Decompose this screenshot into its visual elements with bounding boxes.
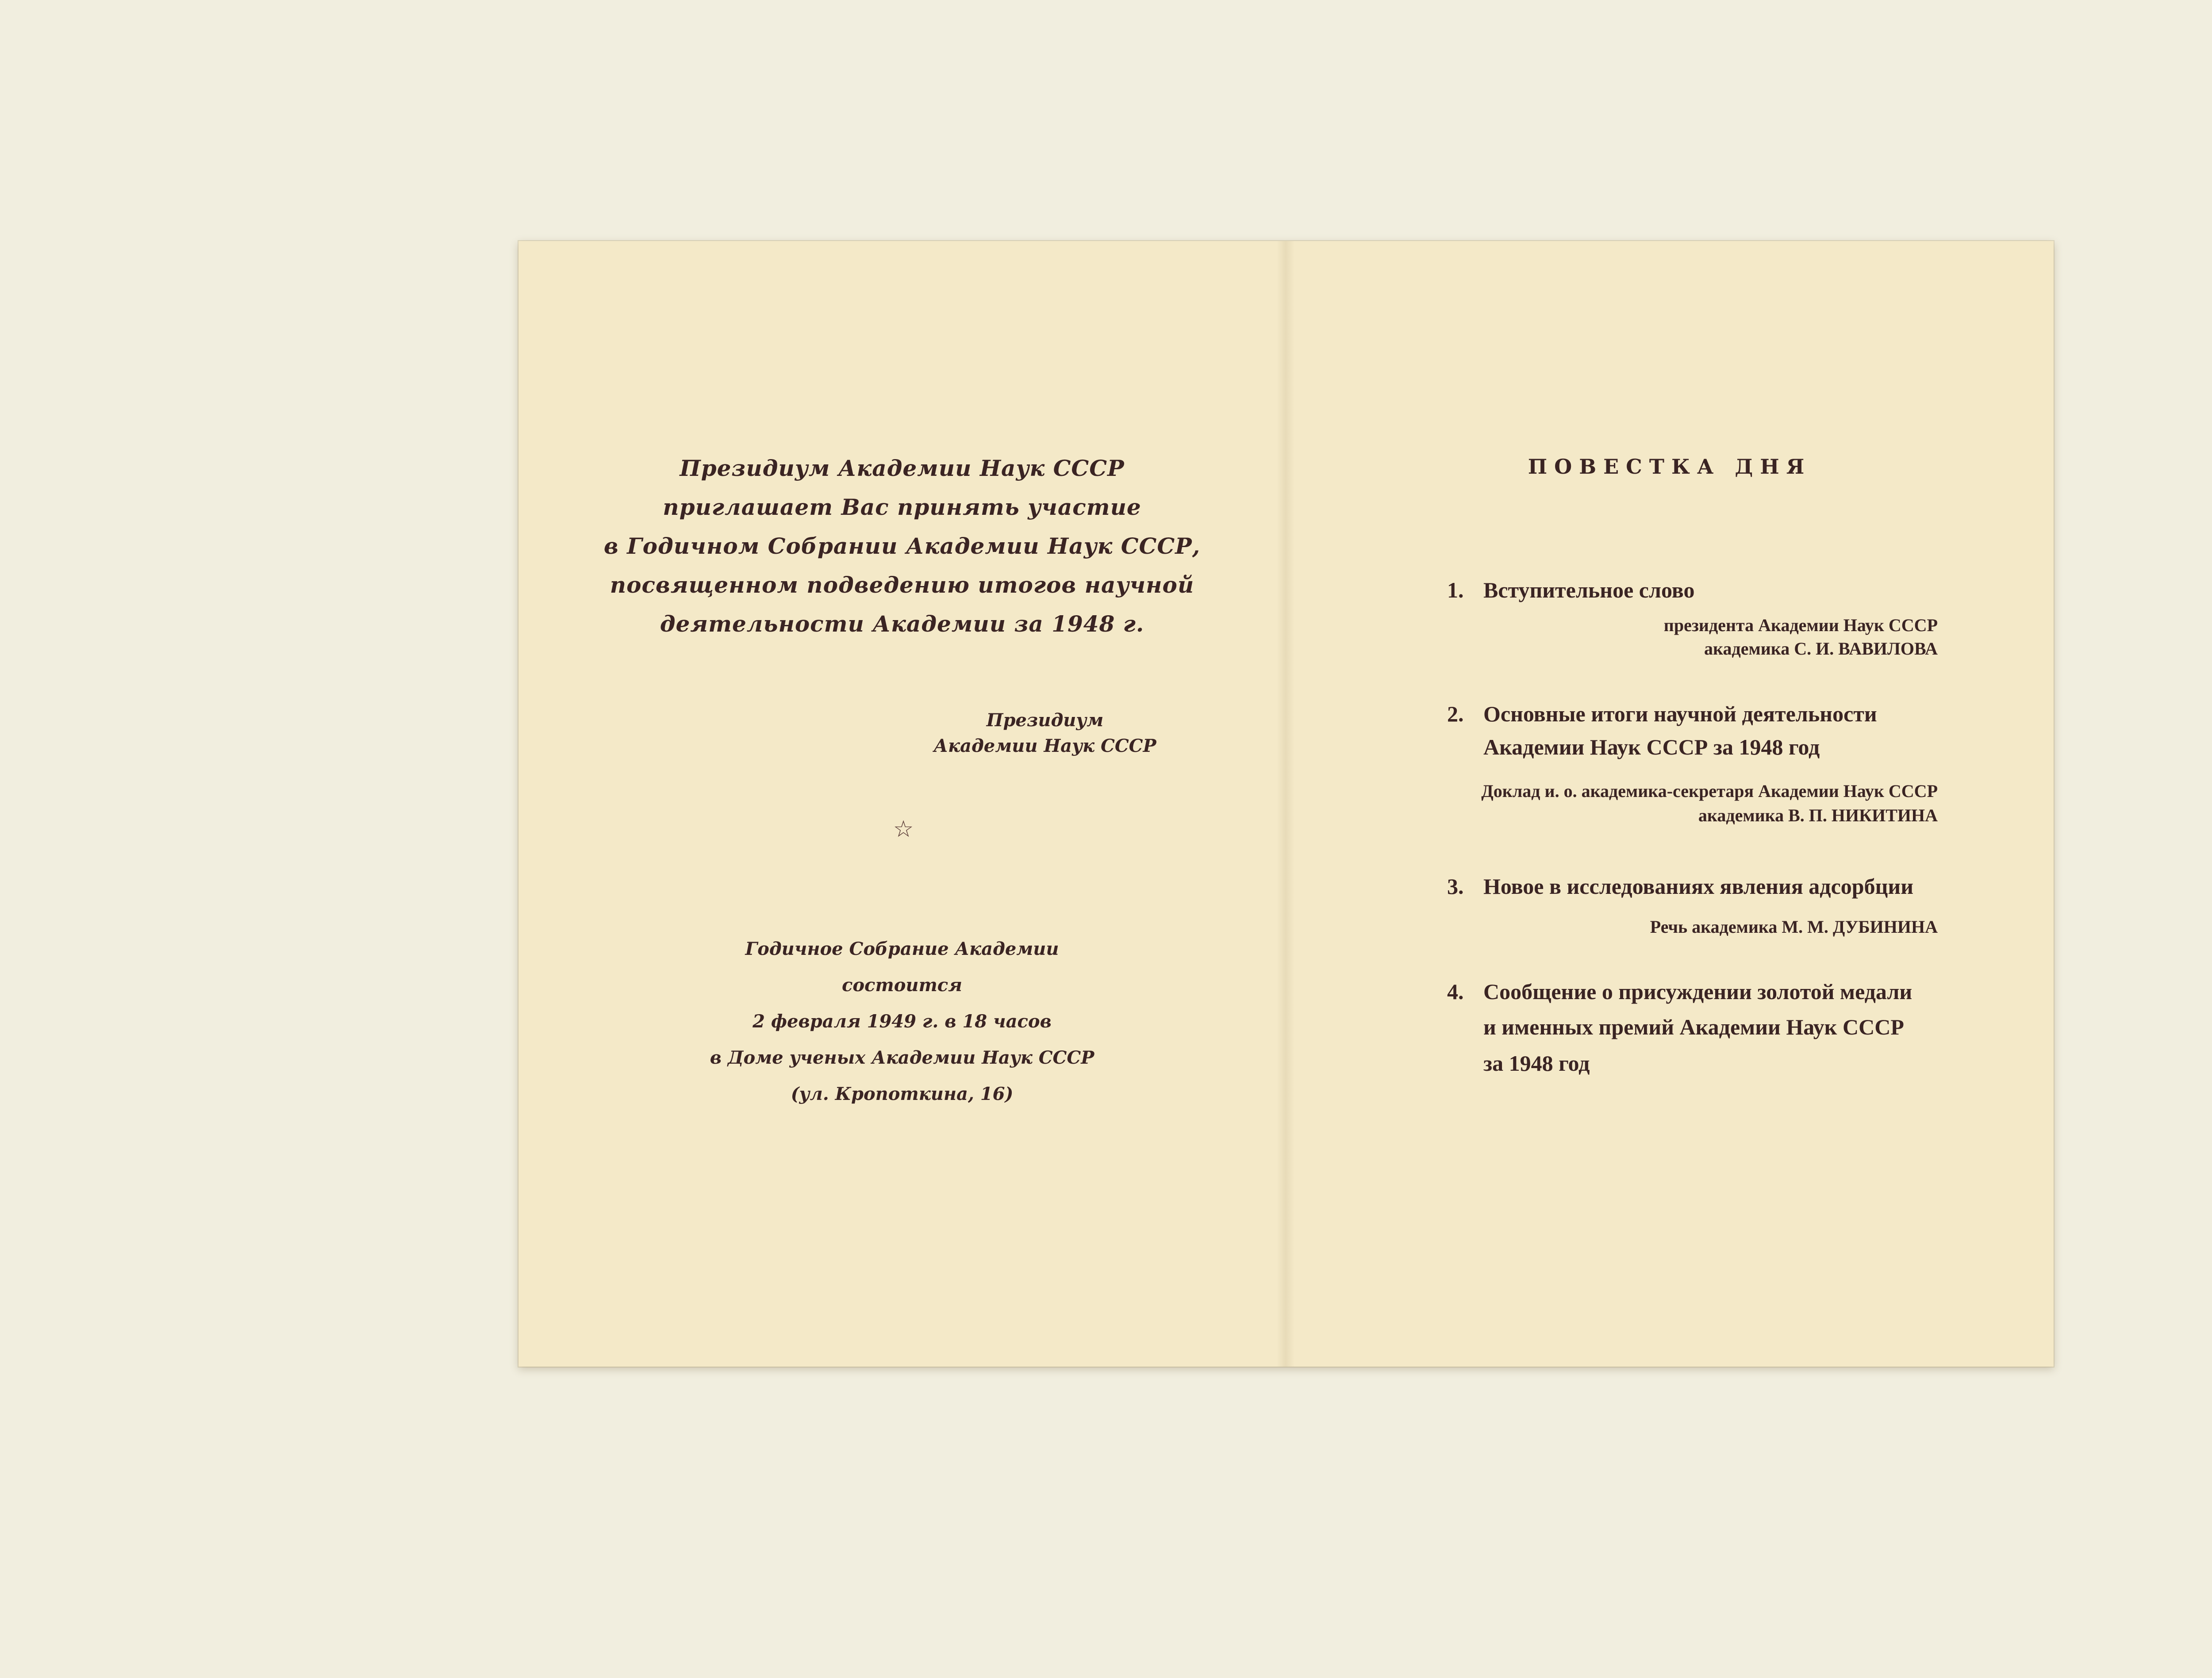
star-icon: ☆ — [893, 816, 914, 843]
agenda-speaker: президента Академии Наук СССР — [1663, 615, 1938, 635]
signature-line: Президиум — [986, 710, 1104, 731]
agenda-number: 3. — [1447, 874, 1464, 899]
agenda-item-title: Академии Наук СССР за 1948 год — [1483, 735, 1820, 759]
agenda-item-title: и именных премий Академии Наук СССР — [1483, 1015, 1904, 1039]
invitation-text — [518, 449, 1286, 644]
agenda-item-title: Новое в исследованиях явления адсорбции — [1483, 874, 1914, 899]
agenda-speaker: Речь академика М. М. ДУБИНИНА — [1650, 917, 1938, 937]
agenda-title: ПОВЕСТКА ДНЯ — [1528, 455, 1812, 479]
invitation-line: Президиум Академии Наук СССР — [680, 455, 1125, 481]
agenda-item-title: Сообщение о присуждении золотой медали — [1483, 979, 1912, 1004]
agenda-speaker: Доклад и. о. академика-секретаря Академии Наук СССР — [1481, 781, 1938, 801]
agenda-number: 2. — [1447, 701, 1464, 726]
right-page — [1286, 241, 2054, 1367]
agenda-item-title: Вступительное слово — [1483, 578, 1695, 602]
invitation-line: посвященном подведению итогов научной — [610, 572, 1194, 598]
meeting-line: Годичное Собрание Академии — [745, 939, 1059, 959]
meeting-details — [518, 931, 1286, 1112]
meeting-line: в Доме ученых Академии Наук СССР — [710, 1047, 1094, 1068]
agenda-number: 1. — [1447, 578, 1464, 602]
invitation-sheet — [518, 241, 2054, 1367]
agenda-item-title: Основные итоги научной деятельности — [1483, 701, 1877, 726]
agenda-number: 4. — [1447, 979, 1464, 1004]
meeting-line: (ул. Кропоткина, 16) — [791, 1084, 1014, 1104]
meeting-line: 2 февраля 1949 г. в 18 часов — [753, 1011, 1052, 1032]
agenda-speaker: академика В. П. НИКИТИНА — [1698, 805, 1938, 825]
signature-line: Академии Наук СССР — [933, 736, 1156, 756]
left-page — [518, 241, 1286, 1367]
signature — [917, 708, 1173, 759]
invitation-line: в Годичном Собрании Академии Наук СССР, — [603, 533, 1201, 559]
meeting-line: состоится — [842, 975, 962, 996]
invitation-line: деятельности Академии за 1948 г. — [660, 611, 1144, 637]
agenda-speaker: академика С. И. ВАВИЛОВА — [1704, 639, 1938, 659]
agenda-item-title: за 1948 год — [1483, 1051, 1590, 1076]
invitation-line: приглашает Вас принять участие — [663, 494, 1141, 520]
